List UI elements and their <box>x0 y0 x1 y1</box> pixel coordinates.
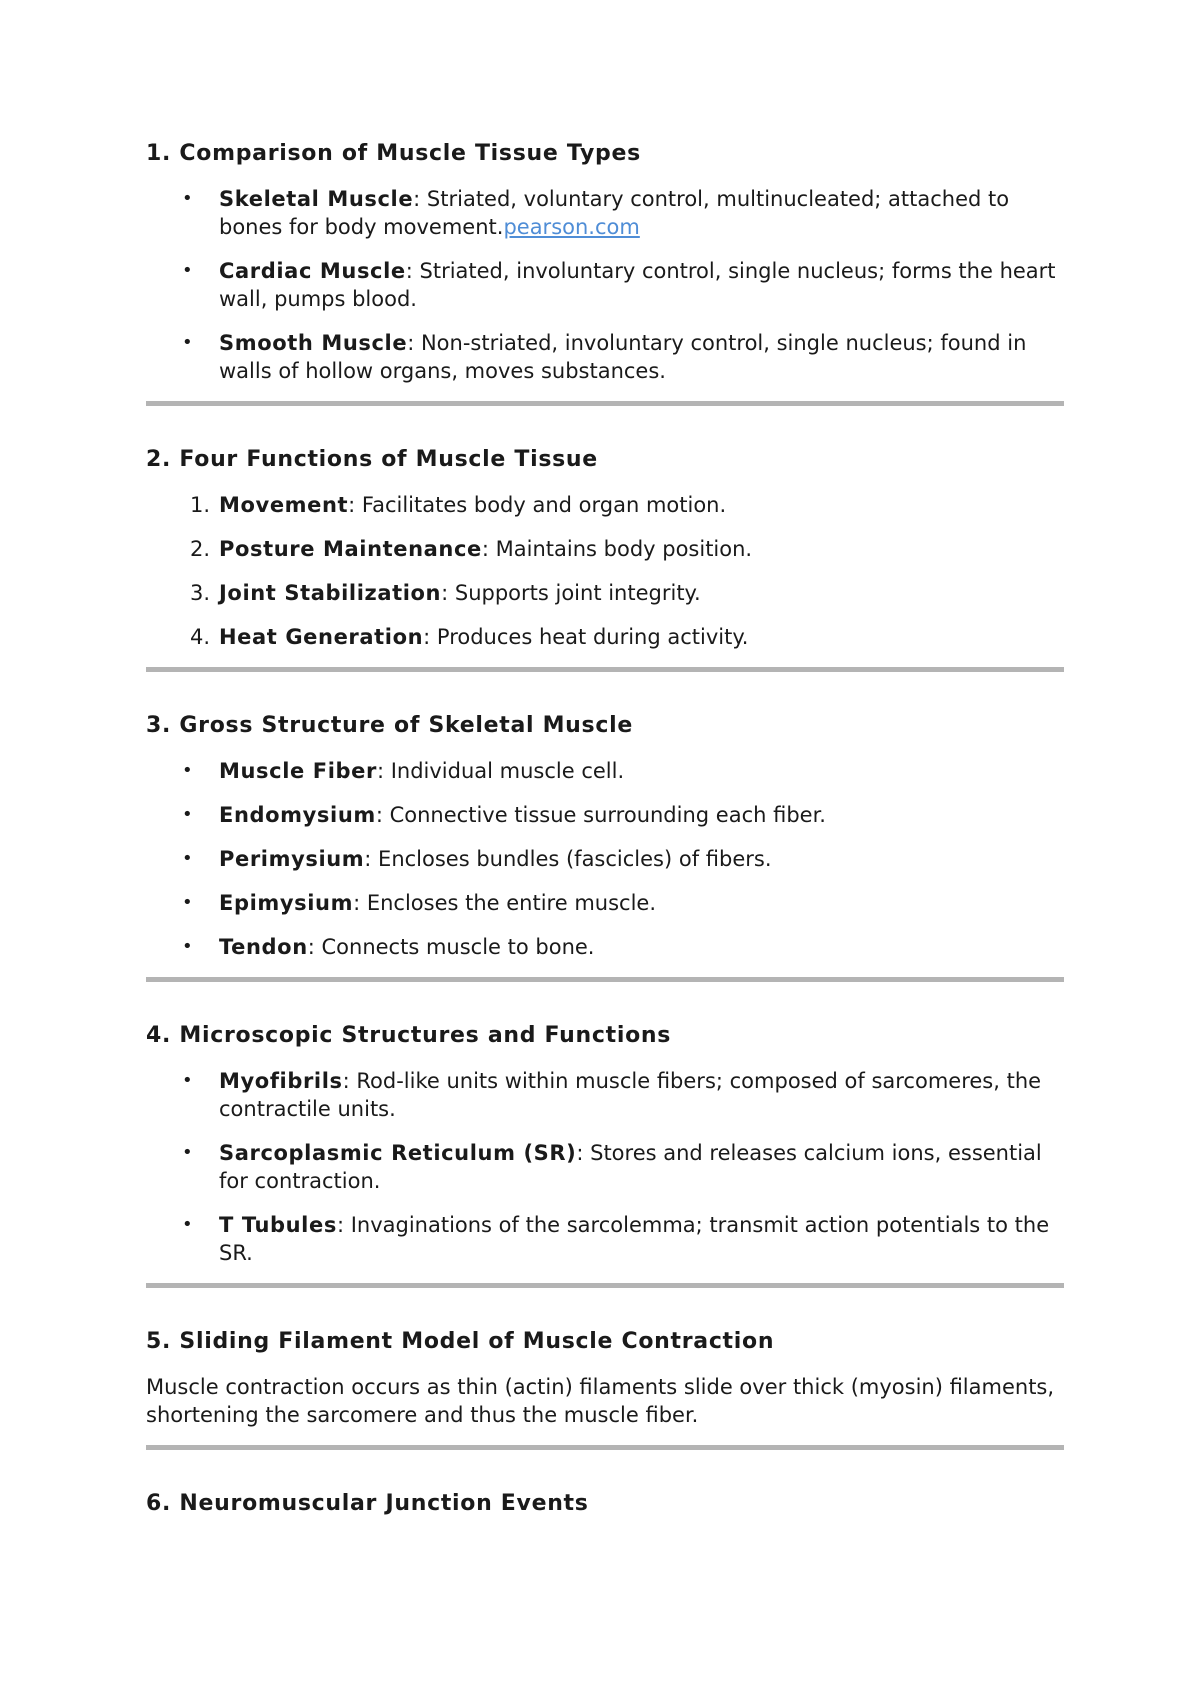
term: Myofibrils <box>219 1069 343 1093</box>
list-item <box>146 933 1064 961</box>
list-item <box>146 329 1064 385</box>
description: : Non-striated, involuntary control, single nucleus; found in walls of hollow organs, moves substances. <box>219 331 1027 383</box>
term: Muscle Fiber <box>219 759 377 783</box>
document-content <box>146 140 1064 1535</box>
bullet-icon: • <box>182 760 193 781</box>
description: : Invaginations of the sarcolemma; transmit action potentials to the SR. <box>219 1213 1050 1265</box>
bullet-list <box>146 185 1064 385</box>
bullet-icon: • <box>182 332 193 353</box>
section-divider <box>146 1283 1064 1288</box>
term: Perimysium <box>219 847 365 871</box>
term: Epimysium <box>219 891 354 915</box>
list-item <box>146 757 1064 785</box>
list-item <box>146 535 1064 563</box>
bullet-list <box>146 1067 1064 1267</box>
description: : Encloses bundles (fascicles) of fibers. <box>364 847 772 871</box>
section-sliding-filament <box>146 1328 1064 1450</box>
section-heading: 6. Neuromuscular Junction Events <box>146 1491 589 1516</box>
description: : Maintains body position. <box>481 537 753 561</box>
description: : Produces heat during activity. <box>423 625 749 649</box>
list-item <box>146 845 1064 873</box>
term: Joint Stabilization <box>219 581 442 605</box>
list-item <box>146 1067 1064 1123</box>
bullet-icon: • <box>182 936 193 957</box>
bullet-icon: • <box>182 804 193 825</box>
description: : Stores and releases calcium ions, essential for contraction. <box>219 1141 1042 1193</box>
section-heading: 1. Comparison of Muscle Tissue Types <box>146 141 641 166</box>
section-heading: 2. Four Functions of Muscle Tissue <box>146 447 598 472</box>
list-item <box>146 185 1064 241</box>
list-number: 2. <box>189 537 210 561</box>
description: : Encloses the entire muscle. <box>353 891 656 915</box>
list-item <box>146 889 1064 917</box>
bullet-icon: • <box>182 1070 193 1091</box>
term: Smooth Muscle <box>219 331 408 355</box>
list-number: 4. <box>189 625 210 649</box>
term: Sarcoplasmic Reticulum (SR) <box>219 1141 577 1165</box>
bullet-list <box>146 757 1064 961</box>
term: Endomysium <box>219 803 376 827</box>
term: Skeletal Muscle <box>219 187 414 211</box>
list-item <box>146 623 1064 651</box>
section-four-functions <box>146 446 1064 672</box>
list-number: 3. <box>189 581 210 605</box>
numbered-list <box>146 491 1064 651</box>
description: : Connects muscle to bone. <box>307 935 595 959</box>
list-item <box>146 579 1064 607</box>
description: : Striated, involuntary control, single nucleus; forms the heart wall, pumps blood. <box>219 259 1056 311</box>
description: : Connective tissue surrounding each fiber. <box>375 803 826 827</box>
paragraph: Muscle contraction occurs as thin (actin) filaments slide over thick (myosin) filaments, shortening the sarcomere and thus the muscle fiber. <box>146 1375 1055 1427</box>
section-heading: 3. Gross Structure of Skeletal Muscle <box>146 713 633 738</box>
list-item <box>146 257 1064 313</box>
section-neuromuscular-junction <box>146 1490 1064 1518</box>
term: Posture Maintenance <box>219 537 482 561</box>
section-microscopic-structures <box>146 1022 1064 1288</box>
list-item <box>146 1139 1064 1195</box>
bullet-icon: • <box>182 1142 193 1163</box>
section-divider <box>146 977 1064 982</box>
section-muscle-tissue-types <box>146 140 1064 406</box>
bullet-icon: • <box>182 1214 193 1235</box>
description: : Supports joint integrity. <box>441 581 701 605</box>
section-divider <box>146 1445 1064 1450</box>
term: Movement <box>219 493 349 517</box>
list-number: 1. <box>189 493 210 517</box>
description: : Facilitates body and organ motion. <box>348 493 727 517</box>
bullet-icon: • <box>182 260 193 281</box>
section-gross-structure <box>146 712 1064 982</box>
term: Tendon <box>219 935 308 959</box>
bullet-icon: • <box>182 892 193 913</box>
section-divider <box>146 401 1064 406</box>
section-divider <box>146 667 1064 672</box>
description: : Individual muscle cell. <box>376 759 625 783</box>
term: T Tubules <box>219 1213 337 1237</box>
description: : Striated, voluntary control, multinucleated; attached to bones for body movement. <box>219 187 1010 239</box>
list-item <box>146 801 1064 829</box>
term: Heat Generation <box>219 625 424 649</box>
bullet-icon: • <box>182 848 193 869</box>
list-item <box>146 1211 1064 1267</box>
section-heading: 4. Microscopic Structures and Functions <box>146 1023 672 1048</box>
bullet-icon: • <box>182 188 193 209</box>
term: Cardiac Muscle <box>219 259 406 283</box>
description: : Rod-like units within muscle fibers; composed of sarcomeres, the contractile units. <box>219 1069 1042 1121</box>
source-link[interactable]: pearson.com <box>503 215 640 239</box>
section-heading: 5. Sliding Filament Model of Muscle Contraction <box>146 1329 775 1354</box>
list-item <box>146 491 1064 519</box>
